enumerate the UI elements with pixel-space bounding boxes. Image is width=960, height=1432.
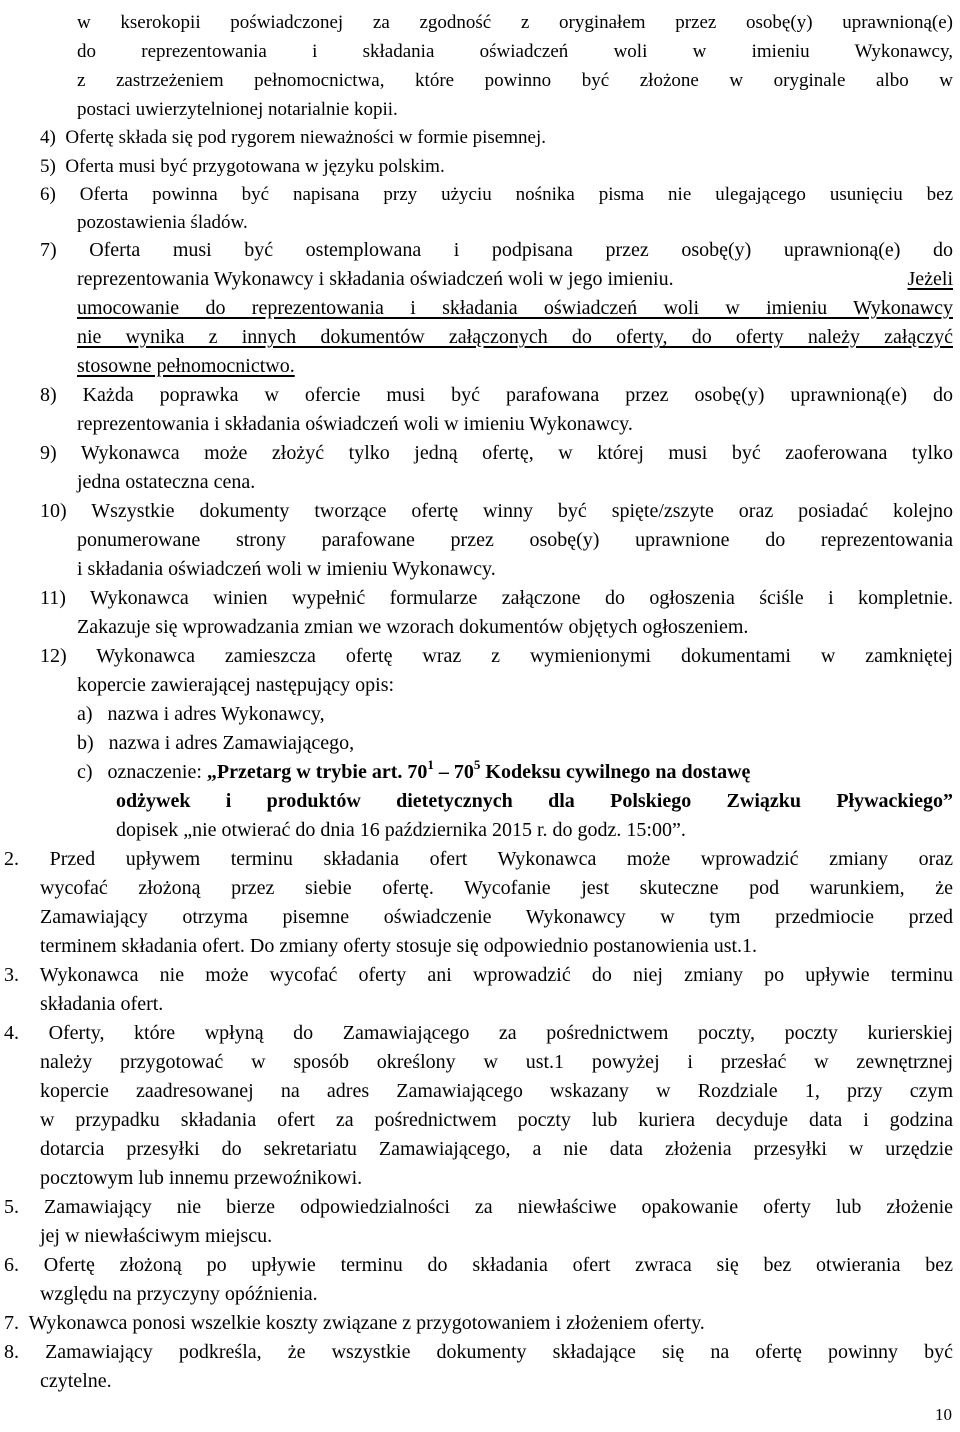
tender-title: – 70 [433,761,474,783]
list-item-continuation: i składania oświadczeń woli w imieniu Wykonawcy. [77,558,496,580]
list-item: 7) Oferta musi być ostemplowana i podpisana przez osobę(y) uprawnioną(e) do [40,239,953,261]
list-item: 5) Oferta musi być przygotowana w języku polskim. [40,156,445,177]
list-item: 12) Wykonawca zamieszcza ofertę wraz z wymienionymi dokumentami w zamkniętej [40,645,953,667]
envelope-note: dopisek „nie otwierać do dnia 16 października 2015 r. do godz. 15:00”. [116,819,686,841]
section-continuation: Zamawiający otrzyma pisemne oświadczenie Wykonawcy w tym przedmiocie przed [40,906,953,928]
underlined-text-line: umocowanie do reprezentowania i składania oświadczeń woli w imieniu Wykonawcy [77,297,953,319]
list-item-continuation: Zakazuje się wprowadzania zmian we wzorach dokumentów objętych ogłoszeniem. [77,616,749,638]
top-paragraph-line: postaci uwierzytelnionej notarialnie kopii. [77,99,398,120]
list-item: 9) Wykonawca może złożyć tylko jedną ofertę, w której musi być zaoferowana tylko [40,442,953,464]
list-item: 11) Wykonawca winien wypełnić formularze załączone do ogłoszenia ściśle i kompletnie. [40,587,953,609]
list-item: 8) Każda poprawka w ofercie musi być parafowana przez osobę(y) uprawnioną(e) do [40,384,953,406]
page-number: 10 [935,1405,952,1424]
section-continuation: względu na przyczyny opóźnienia. [40,1283,318,1305]
section-continuation: w przypadku składania ofert za pośrednictwem poczty lub kuriera decyduje data i godzina [40,1109,953,1131]
superscript: 5 [473,757,481,772]
list-item-continuation: kopercie zawierającej następujący opis: [77,674,395,696]
list-item: 10) Wszystkie dokumenty tworzące ofertę winny być spięte/zszyte oraz posiadać kolejno [40,500,953,522]
underlined-text-line: stosowne pełnomocnictwo. [77,355,295,377]
list-item-continuation: pozostawienia śladów. [77,212,248,233]
underlined-text-line: nie wynika z innych dokumentów załączonych do oferty, do oferty należy załączyć [77,326,953,348]
section-item: 2. Przed upływem terminu składania ofert Wykonawca może wprowadzić zmiany oraz [4,848,953,870]
sub-item: a) nazwa i adres Wykonawcy, [77,703,325,725]
list-item-continuation [77,269,953,289]
section-continuation: czytelne. [40,1370,112,1392]
list-item: 6) Oferta powinna być napisana przy użyciu nośnika pisma nie ulegającego usunięciu bez [40,184,953,205]
section-continuation: kopercie zaadresowanej na adres Zamawiającego wskazany w Rozdziale 1, przy czym [40,1080,953,1102]
tender-title: „Przetarg w trybie art. 70 [206,761,428,783]
section-continuation: wycofać złożoną przez siebie ofertę. Wycofanie jest skuteczne pod warunkiem, że [40,877,953,899]
item-7-underlined-start: Jeżeli [907,268,953,290]
superscript: 1 [427,757,434,772]
list-item-continuation: jedna ostateczna cena. [77,471,256,493]
top-paragraph-line: w kserokopii poświadczonej za zgodność z oryginałem przez osobę(y) uprawnioną(e) [77,12,953,33]
section-continuation: jej w niewłaściwym miejscu. [40,1225,273,1247]
section-continuation: terminem składania ofert. Do zmiany oferty stosuje się odpowiednio postanowienia ust.1. [40,935,758,957]
tender-title: Kodeksu cywilnego na dostawę [480,761,751,783]
sub-item-label: c) oznaczenie: [77,761,207,783]
section-continuation: składania ofert. [40,993,164,1015]
section-continuation: należy przygotować w sposób określony w ust.1 powyżej i przesłać w zewnętrznej [40,1051,953,1073]
section-item: 4. Oferty, które wpłyną do Zamawiającego za pośrednictwem poczty, poczty kurierskiej [4,1022,953,1044]
section-item: 3. Wykonawca nie może wycofać oferty ani wprowadzić do niej zmiany po upływie terminu [4,964,953,986]
list-item: 4) Ofertę składa się pod rygorem nieważności w formie pisemnej. [40,127,546,148]
section-item: 5. Zamawiający nie bierze odpowiedzialności za niewłaściwe opakowanie oferty lub złożenie [4,1196,953,1218]
section-continuation: pocztowym lub innemu przewoźnikowi. [40,1167,363,1189]
section-item: 8. Zamawiający podkreśla, że wszystkie dokumenty składające się na ofertę powinny być [4,1341,953,1363]
top-paragraph-line: do reprezentowania i składania oświadczeń woli w imieniu Wykonawcy, [77,41,953,62]
sub-item [77,757,751,783]
list-item-continuation: reprezentowania i składania oświadczeń woli w imieniu Wykonawcy. [77,413,633,435]
section-item: 6. Ofertę złożoną po upływie terminu do składania ofert zwraca się bez otwierania bez [4,1254,953,1276]
list-item-continuation: ponumerowane strony parafowane przez osobę(y) uprawnione do reprezentowania [77,529,953,551]
section-item: 7. Wykonawca ponosi wszelkie koszty związane z przygotowaniem i złożeniem oferty. [4,1312,705,1334]
top-paragraph-line: z zastrzeżeniem pełnomocnictwa, które powinno być złożone w oryginale albo w [77,70,953,91]
tender-title: odżywek i produktów dietetycznych dla Polskiego Związku Pływackiego” [116,790,953,812]
item-7-text: reprezentowania Wykonawcy i składania oświadczeń woli w jego imieniu. [77,268,674,290]
sub-item: b) nazwa i adres Zamawiającego, [77,732,355,754]
section-continuation: dotarcia przesyłki do sekretariatu Zamawiającego, a nie data złożenia przesyłki w urzędzie [40,1138,953,1160]
